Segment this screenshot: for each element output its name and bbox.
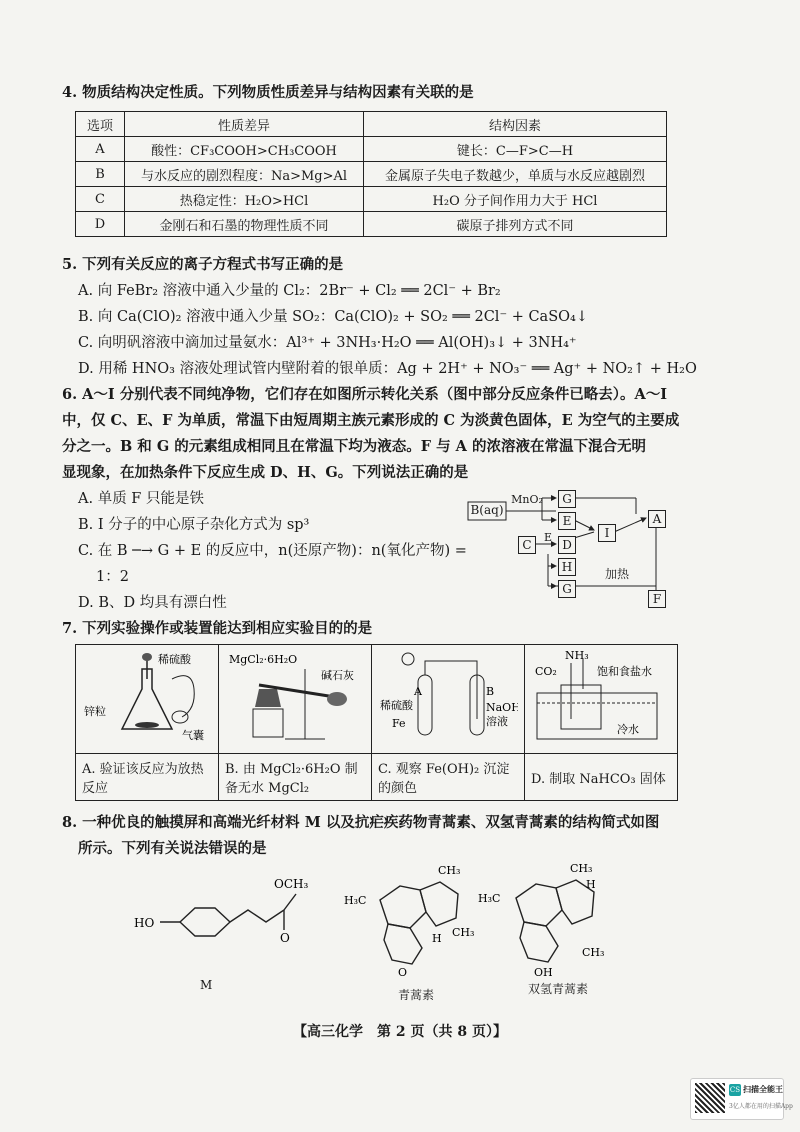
flow-node-f: F	[648, 590, 666, 608]
q5-option-c: C. 向明矾溶液中滴加过量氨水：Al³⁺ + 3NH₃·H₂O ══ Al(OH)₃↓ + 3NH₄⁺	[78, 335, 577, 351]
question-4	[62, 80, 752, 106]
q7-apparatus-a	[76, 645, 219, 754]
table-row	[76, 137, 667, 162]
label-h3c: H₃C	[344, 894, 367, 907]
cell: C	[76, 187, 125, 212]
q7-caption-b: B. 由 MgCl₂·6H₂O 制备无水 MgCl₂	[219, 754, 372, 801]
q6-stem-line: 中，仅 C、E、F 为单质，常温下由短周期主族元素形成的 C 为淡黄色固体，E 为空气的主要成	[62, 412, 680, 429]
q7-stem: 7. 下列实验操作或装置能达到相应实验目的的是	[62, 620, 373, 637]
flow-node-h: H	[558, 558, 576, 576]
flow-node-g2: G	[558, 580, 576, 598]
label-h-top: H	[586, 878, 596, 891]
question-8	[62, 810, 752, 862]
qr-code-icon	[695, 1083, 725, 1113]
q6-option-c: C. 在 B ─→ G + E 的反应中，n(还原产物)：n(氧化产物) =	[78, 543, 467, 559]
flow-label-heat: 加热	[604, 567, 629, 581]
label-ch3-bottom: CH₃	[452, 926, 475, 939]
flow-label-e: E	[543, 531, 553, 544]
label-ho: HO	[134, 916, 155, 930]
cell: B	[76, 162, 125, 187]
q6-option-b: B. I 分子的中心原子杂化方式为 sp³	[78, 517, 310, 533]
cell: 键长：C—F>C—H	[364, 137, 667, 162]
label-gas-bag: 气囊	[182, 729, 204, 742]
q8-stem-line: 所示。下列有关说法错误的是	[78, 840, 267, 857]
q5-option-a: A. 向 FeBr₂ 溶液中通入少量的 Cl₂：2Br⁻ + Cl₂ ══ 2Cl⁻ + Br₂	[78, 283, 501, 299]
header-option: 选项	[76, 112, 125, 137]
q5-stem: 5. 下列有关反应的离子方程式书写正确的是	[62, 256, 344, 273]
label-a: A	[414, 685, 422, 698]
cell: 碳原子排列方式不同	[364, 212, 667, 237]
q7-image-row	[76, 645, 678, 754]
q7-caption-c: C. 观察 Fe(OH)₂ 沉淀的颜色	[372, 754, 525, 801]
cell: A	[76, 137, 125, 162]
cell: 与水反应的剧烈程度：Na>Mg>Al	[125, 162, 364, 187]
table-row	[76, 162, 667, 187]
molecule-m	[130, 872, 330, 962]
label-brine: 饱和食盐水	[597, 665, 652, 678]
molecule-artemisinin	[340, 860, 480, 980]
header-structure: 结构因素	[364, 112, 667, 137]
label-ch3-top: CH₃	[570, 862, 593, 875]
q6-stem-line: 显现象，在加热条件下反应生成 D、H、G。下列说法正确的是	[62, 464, 469, 481]
q5-option-b: B. 向 Ca(ClO)₂ 溶液中通入少量 SO₂：Ca(ClO)₂ + SO₂ ══ 2Cl⁻ + CaSO₄↓	[78, 309, 588, 325]
table-row	[76, 212, 667, 237]
label-fe: Fe	[392, 717, 406, 730]
label-naoh: NaOH	[486, 701, 518, 714]
label-h3c: H₃C	[478, 892, 501, 905]
apparatus-a-drawing	[82, 649, 212, 745]
label-artemisinin: 青蒿素	[398, 988, 435, 1002]
question-5	[62, 252, 752, 382]
molecule-dihydroartemisinin	[476, 852, 616, 980]
q4-table	[75, 111, 667, 237]
label-b: B	[486, 685, 495, 698]
q7-caption-a: A. 验证该反应为放热反应	[76, 754, 219, 801]
flow-node-d: D	[558, 536, 576, 554]
label-mgcl2: MgCl₂·6H₂O	[229, 653, 298, 666]
label-soda-lime: 碱石灰	[321, 669, 354, 682]
apparatus-b-drawing	[225, 649, 365, 745]
q8-stem-line: 8. 一种优良的触摸屏和高端光纤材料 M 以及抗疟疾药物青蒿素、双氢青蒿素的结构简式如图	[62, 814, 660, 831]
flow-node-a: A	[648, 510, 666, 528]
cell: D	[76, 212, 125, 237]
scanner-brand: 扫描全能王	[743, 1084, 783, 1094]
q6-option-c-cont: 1：2	[96, 569, 129, 585]
scanner-watermark	[690, 1078, 793, 1120]
label-m: M	[200, 978, 213, 992]
label-och3: OCH₃	[274, 877, 309, 891]
label-o: O	[280, 931, 290, 945]
q6-option-d: D. B、D 均具有漂白性	[78, 595, 227, 611]
flow-node-b: B(aq)	[470, 503, 504, 517]
q7-apparatus-d	[525, 645, 678, 754]
question-7	[62, 616, 752, 642]
flow-node-e: E	[558, 512, 576, 530]
label-ch3-bottom: CH₃	[582, 946, 605, 959]
cell: 热稳定性：H₂O>HCl	[125, 187, 364, 212]
q6-option-a: A. 单质 F 只能是铁	[78, 491, 204, 507]
label-ch3-top: CH₃	[438, 864, 461, 877]
scanner-sub: 3亿人都在用的扫描App	[729, 1103, 793, 1110]
q6-stem-line: 6. A～I 分别代表不同纯净物，它们存在如图所示转化关系（图中部分反应条件已略去）。A～I	[62, 386, 668, 403]
cell: H₂O 分子间作用力大于 HCl	[364, 187, 667, 212]
q7-caption-d: D. 制取 NaHCO₃ 固体	[525, 754, 678, 801]
q5-option-d: D. 用稀 HNO₃ 溶液处理试管内壁附着的银单质：Ag + 2H⁺ + NO₃⁻ ══ Ag⁺ + NO₂↑ + H₂O	[78, 361, 697, 377]
q7-caption-row	[76, 754, 678, 801]
label-dihydroartemisinin: 双氢青蒿素	[528, 982, 589, 996]
q6-flow-diagram	[460, 480, 680, 620]
label-h: H	[432, 932, 442, 945]
label-zinc: 锌粒	[84, 705, 106, 718]
cell: 金刚石和石墨的物理性质不同	[125, 212, 364, 237]
cell: 酸性：CF₃COOH>CH₃COOH	[125, 137, 364, 162]
flow-node-c: C	[518, 536, 536, 554]
apparatus-d-drawing	[531, 649, 671, 745]
label-oh: OH	[534, 966, 553, 979]
flow-label-mno2: MnO₂	[511, 493, 543, 506]
page-footer: 【高三化学 第 2 页（共 8 页）】	[293, 1024, 507, 1040]
label-dilute-acid: 稀硫酸	[158, 653, 191, 666]
cell: 金属原子失电子数越少，单质与水反应越剧烈	[364, 162, 667, 187]
apparatus-c-drawing	[378, 649, 518, 745]
header-property: 性质差异	[125, 112, 364, 137]
flow-node-i: I	[598, 524, 616, 542]
q7-table	[75, 644, 678, 801]
label-nh3: NH₃	[565, 649, 589, 662]
cs-badge: CS	[729, 1086, 741, 1094]
table-row	[76, 187, 667, 212]
q6-stem-line: 分之一。B 和 G 的元素组成相同且在常温下均为液态。F 与 A 的浓溶液在常温下混合无明	[62, 438, 646, 455]
label-o: O	[398, 966, 408, 979]
label-cold-water: 冷水	[617, 723, 639, 736]
label-solution: 溶液	[486, 715, 508, 728]
q4-stem: 4. 物质结构决定性质。下列物质性质差异与结构因素有关联的是	[62, 84, 474, 101]
label-dilute-sulfuric: 稀硫酸	[380, 699, 413, 712]
table-header-row	[76, 112, 667, 137]
q7-apparatus-c	[372, 645, 525, 754]
q7-apparatus-b	[219, 645, 372, 754]
label-co2: CO₂	[535, 665, 557, 678]
flow-node-g: G	[558, 490, 576, 508]
